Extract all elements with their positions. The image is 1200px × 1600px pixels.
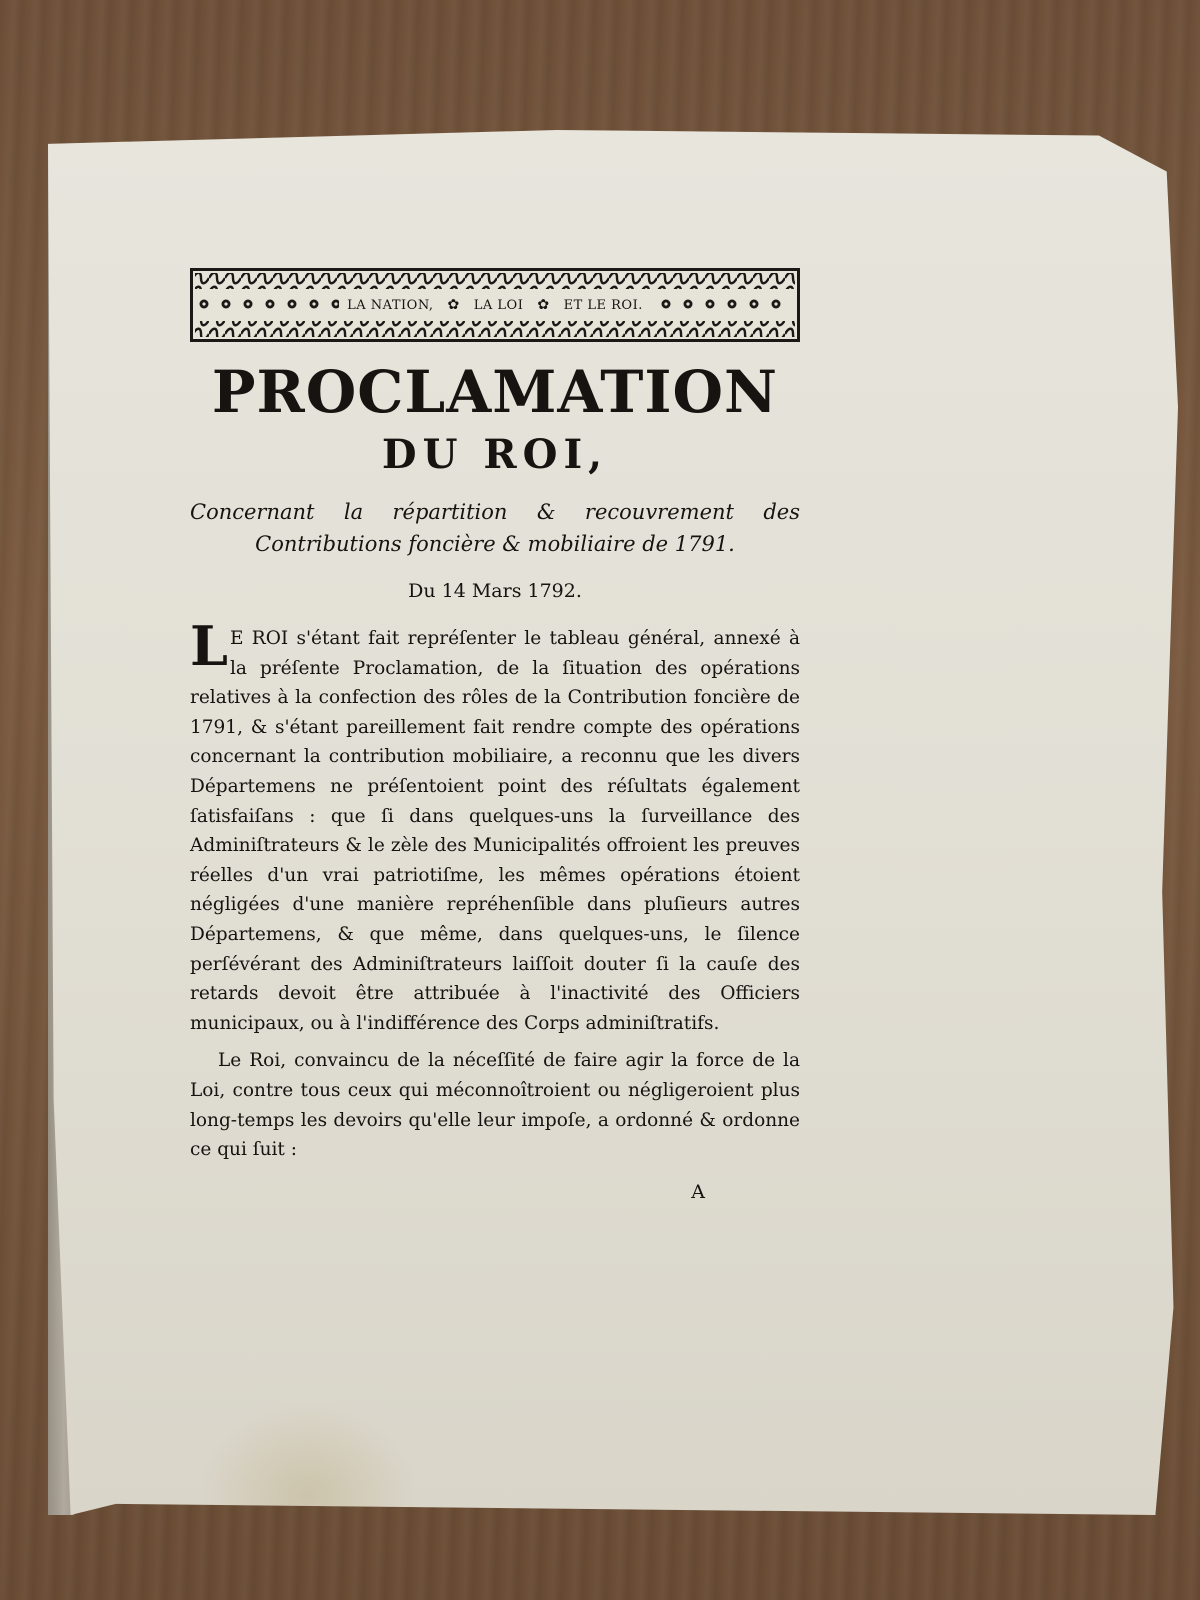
proclamation-subtitle: DU ROI, <box>381 431 609 478</box>
drop-cap: L <box>190 614 228 678</box>
ornamental-banner <box>190 268 800 342</box>
paragraph-1 <box>190 614 800 1038</box>
rosette-icon: ✿ <box>537 297 550 313</box>
proclamation-title: PROCLAMATION <box>211 358 779 426</box>
rosette-icon: ✿ <box>447 297 460 313</box>
page-stain <box>198 1400 418 1590</box>
banner-word-loi: LA LOI <box>473 297 524 313</box>
signature-mark: A <box>691 1180 705 1203</box>
banner-motto <box>339 297 651 313</box>
proclamation-date: Du 14 Mars 1792. <box>408 580 582 602</box>
paragraph-2: Le Roi, convaincu de la néceſſité de faire agir la force de la Loi, contre tous ceux qui méconnoîtroient ou négligeroient plus long-temps les devoirs qu'elle leur impoſe, a ordonné & ordonne ce qui ſuit : <box>190 1050 800 1161</box>
paragraph-1-text: E ROI s'étant fait repréſenter le tableau général, annexé à la préſente Proclamation, de la ſituation des opérations relatives à la confection des rôles de la Contribution foncière de 1791, & s'étant pareillement fait rendre compte des opérations concernant la contribution mobiliaire, a reconnu que les divers Départemens ne préſentoient point des réſultats également ſatisfaiſans : que ſi dans quelques-uns la ſurveillance des Adminiſtrateurs & le zèle des Municipalités offroient les preuves réelles d'un vrai patriotiſme, les mêmes opérations étoient négligées d'une manière repréhenſible dans pluſieurs autres Départemens, & que même, dans quelques-uns, le ſilence perſévérant des Adminiſtrateurs laiſſoit douter ſi la cauſe des retards devoit être attribuée à l'inactivité des Officiers municipaux, ou à l'indifférence des Corps adminiſtratifs. <box>190 628 800 1034</box>
proclamation-subject: Concernant la répartition & recouvrement des Contributions foncière & mobiliaire de 1791. <box>190 500 800 556</box>
banner-word-roi: ET LE ROI. <box>563 297 643 313</box>
document-content <box>190 268 800 1203</box>
banner-word-nation: LA NATION, <box>347 297 434 313</box>
